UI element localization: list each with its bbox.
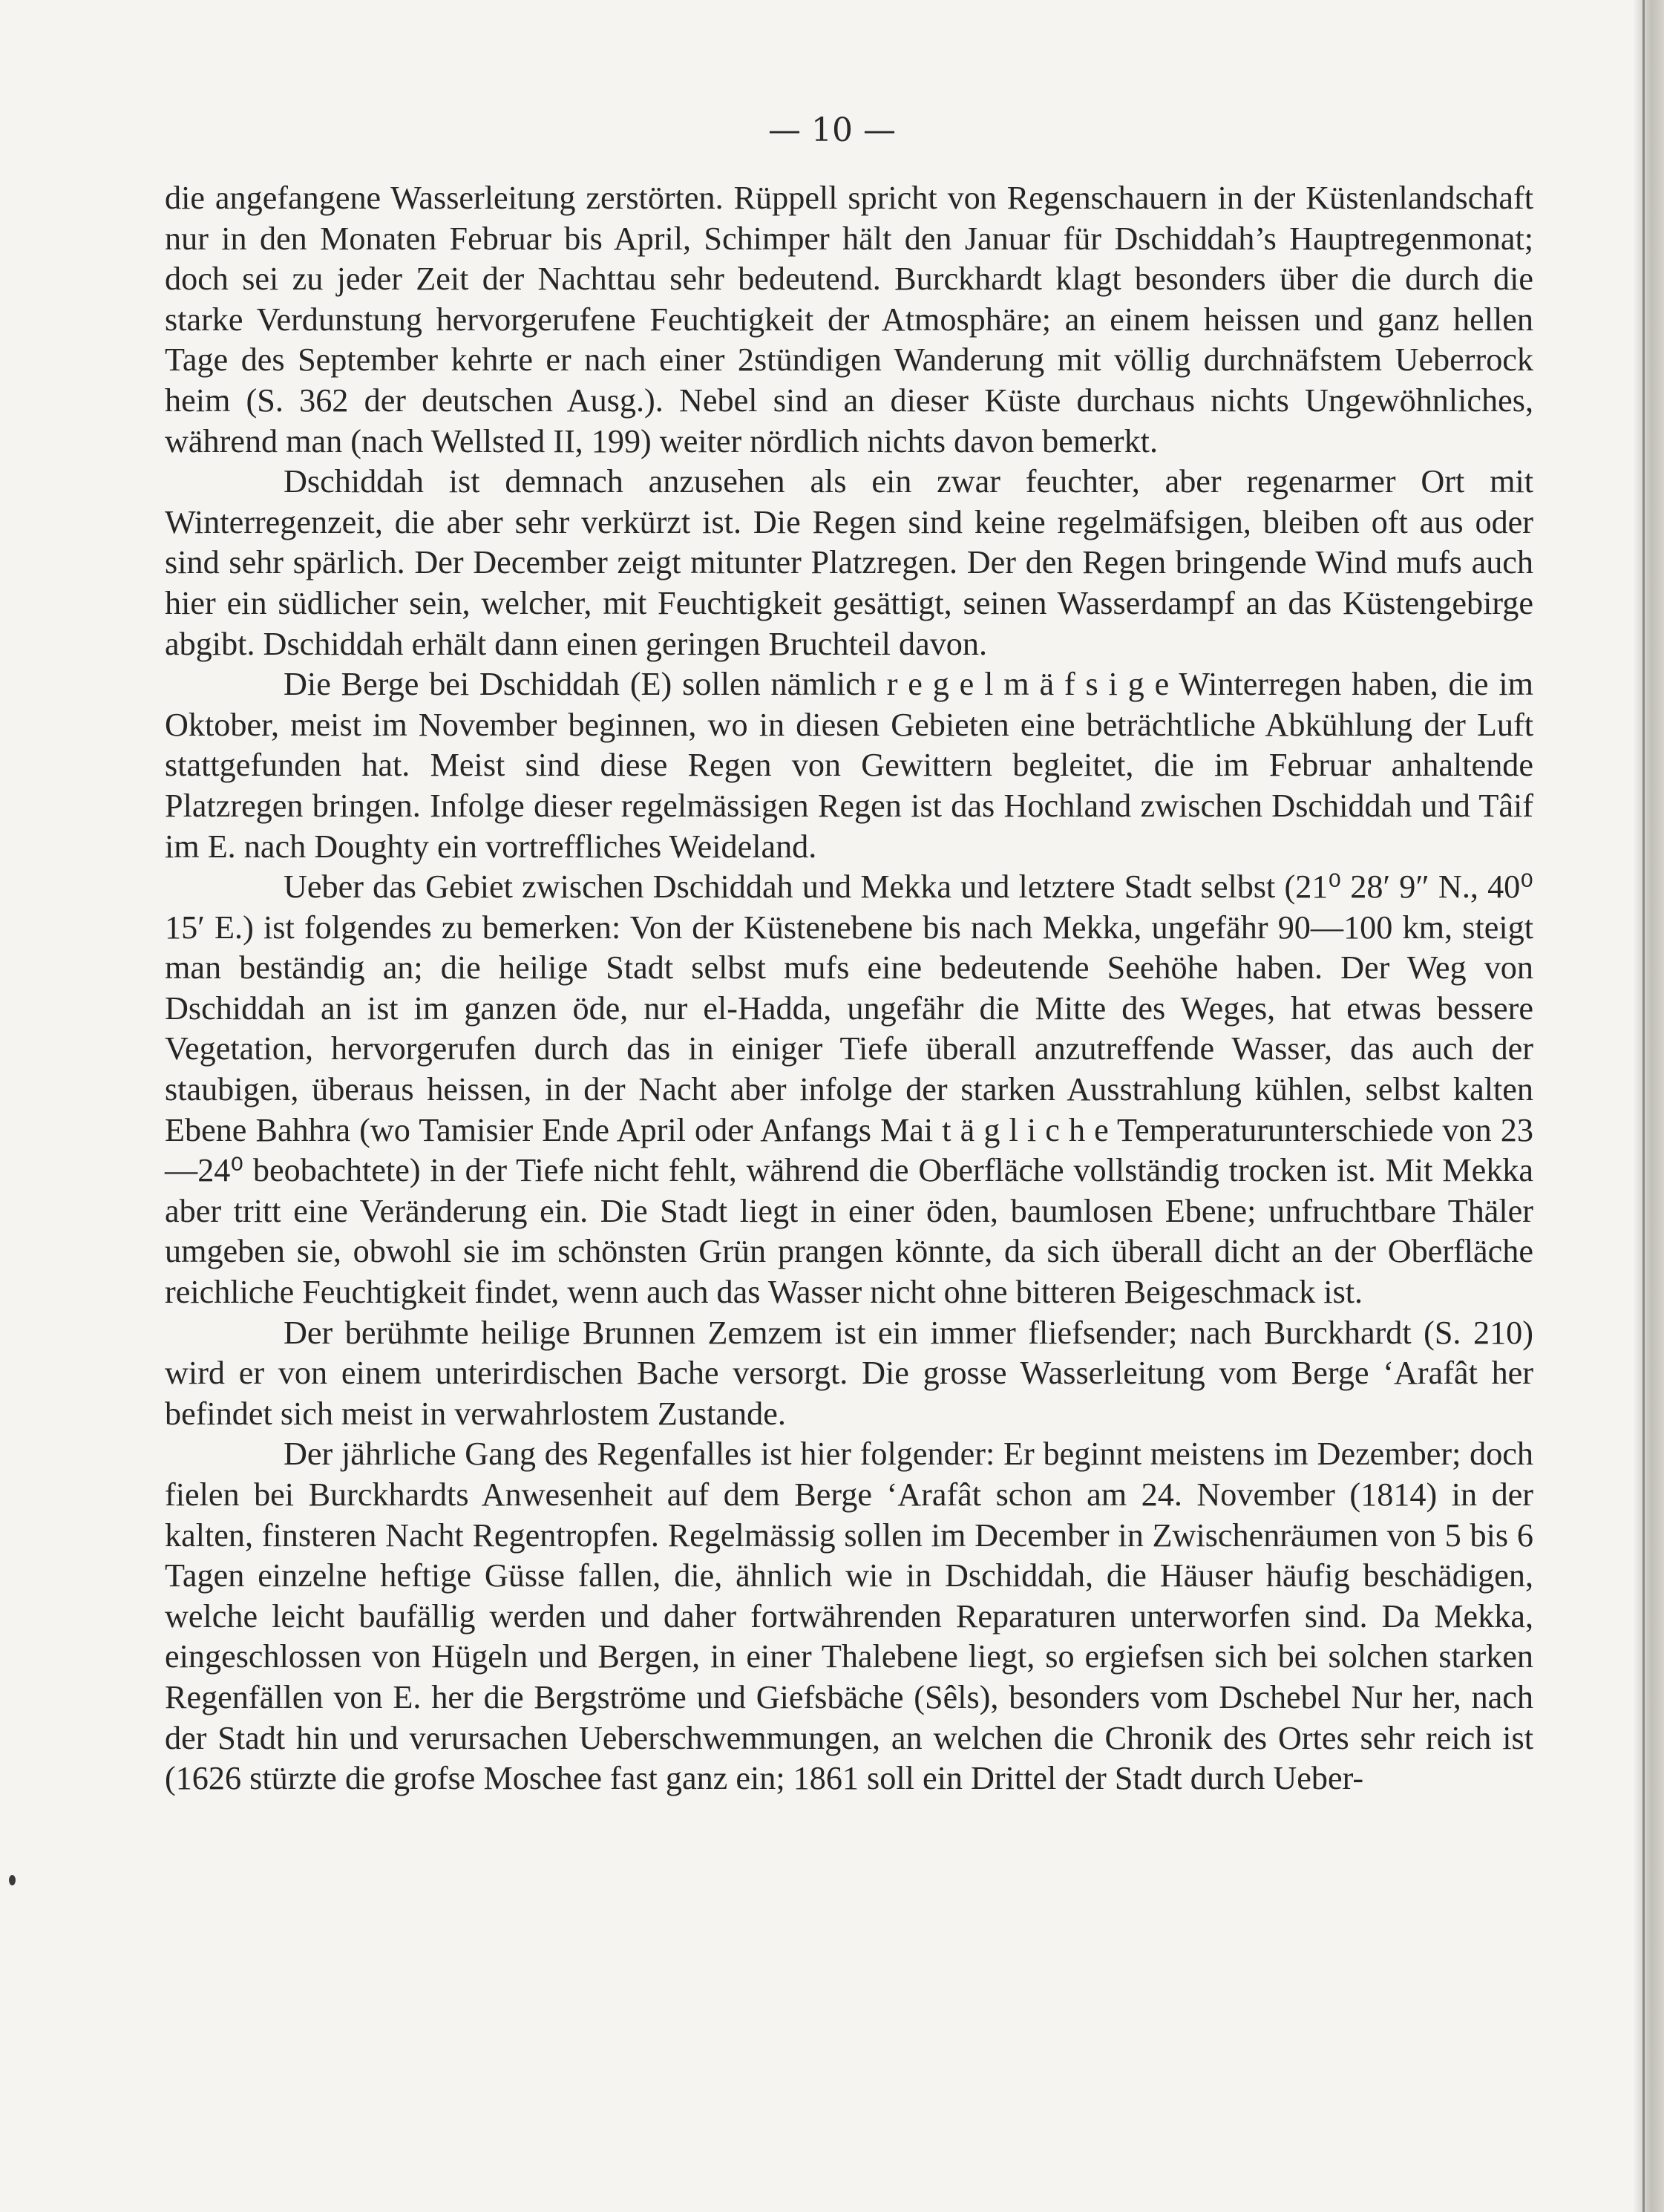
page-edge-line [1642,0,1645,2212]
paragraph-4: Ueber das Gebiet zwischen Dschiddah und Mekka und letztere Stadt selbst (21⁰ 28′ 9″ N., 40⁰ 15′ E.) ist folgendes zu bemerken: Von der Küstenebene bis nach Mekka, ungefähr 90—100 km, steigt man beständig an; die heilige Stadt selbst mufs eine bedeutende Seehöhe haben. Der Weg von Dschiddah an ist im ganzen öde, nur el-Hadda, ungefähr die Mitte des Weges, hat etwas bessere Vegetation, hervorgerufen durch das in einiger Tiefe überall anzutreffende Wasser, das auch der staubigen, überaus heissen, in der Nacht aber infolge der starken Ausstrahlung kühlen, selbst kalten Ebene Bahhra (wo Tamisier Ende April oder Anfangs Mai t ä g l i c h e Temperaturunterschiede von 23—24⁰ beobachtete) in der Tiefe nicht fehlt, während die Oberfläche vollständig trocken ist. Mit Mekka aber tritt eine Veränderung ein. Die Stadt liegt in einer öden, baumlosen Ebene; unfruchtbare Thäler umgeben sie, obwohl sie im schönsten Grün prangen könnte, da sich überall dicht an der Oberfläche reichliche Feuchtigkeit findet, wenn auch das Wasser nicht ohne bitteren Beigeschmack ist. [165,868,1533,1311]
paragraph-3: Die Berge bei Dschiddah (E) sollen nämlich r e g e l m ä f s i g e Winterregen haben, die im Oktober, meist im November beginnen, wo in diesen Gebieten eine beträchtliche Abkühlung der Luft stattgefunden hat. Meist sind diese Regen von Gewittern begleitet, die im Februar anhaltende Platzregen bringen. Infolge dieser regelmässigen Regen ist das Hochland zwischen Dschiddah und Tâif im E. nach Doughty ein vortreffliches Weideland. [165,666,1533,865]
page-number: — 10 — [768,111,896,149]
paragraph-6: Der jährliche Gang des Regenfalles ist hier folgender: Er beginnt meistens im Dezember; doch fielen bei Burckhardts Anwesenheit auf dem Berge ‘Arafât schon am 24. November (1814) in der kalten, finsteren Nacht Regentropfen. Regelmässig sollen im December in Zwischenräumen von 5 bis 6 Tagen einzelne heftige Güsse fallen, die, ähnlich wie in Dschiddah, die Häuser häufig beschädigen, welche leicht baufällig werden und daher fortwährenden Reparaturen unterworfen sind. Da Mekka, eingeschlossen von Hügeln und Bergen, in einer Thalebene liegt, so ergiefsen sich bei solchen starken Regenfällen von E. her die Bergströme und Giefsbäche (Sêls), besonders vom Dschebel Nur her, nach der Stadt hin und verursachen Ueberschwemmungen, an welchen die Chronik des Ortes sehr reich ist (1626 stürzte die grofse Moschee fast ganz ein; 1861 soll ein Drittel der Stadt durch Ueber- [165,1436,1533,1797]
paragraph-2: Dschiddah ist demnach anzusehen als ein zwar feuchter, aber regenarmer Ort mit Winterregenzeit, die aber sehr verkürzt ist. Die Regen sind keine regelmäfsigen, bleiben oft aus oder sind sehr spärlich. Der December zeigt mitunter Platzregen. Der den Regen bringende Wind mufs auch hier ein südlicher sein, welcher, mit Feuchtigkeit gesättigt, seinen Wasserdampf an das Küstengebirge abgibt. Dschiddah erhält dann einen geringen Bruchteil davon. [165,463,1533,662]
paragraph-5: Der berühmte heilige Brunnen Zemzem ist ein immer fliefsender; nach Burckhardt (S. 210) wird er von einem unterirdischen Bache versorgt. Die grosse Wasserleitung vom Berge ‘Arafât her befindet sich meist in verwahrlostem Zustande. [165,1314,1533,1432]
body-text [165,178,1533,1799]
ink-speck [9,1875,16,1885]
page-edge-shadow [1633,0,1664,2212]
paragraph-1: die angefangene Wasserleitung zerstörten. Rüppell spricht von Regenschauern in der Küstenlandschaft nur in den Monaten Februar bis April, Schimper hält den Januar für Dschiddah’s Hauptregenmonat; doch sei zu jeder Zeit der Nachttau sehr bedeutend. Burckhardt klagt besonders über die durch die starke Verdunstung hervorgerufene Feuchtigkeit der Atmosphäre; an einem heissen und ganz hellen Tage des September kehrte er nach einer 2stündigen Wanderung mit völlig durchnäfstem Ueberrock heim (S. 362 der deutschen Ausg.). Nebel sind an dieser Küste durchaus nichts Ungewöhnliches, während man (nach Wellsted II, 199) weiter nördlich nichts davon bemerkt. [165,180,1533,459]
